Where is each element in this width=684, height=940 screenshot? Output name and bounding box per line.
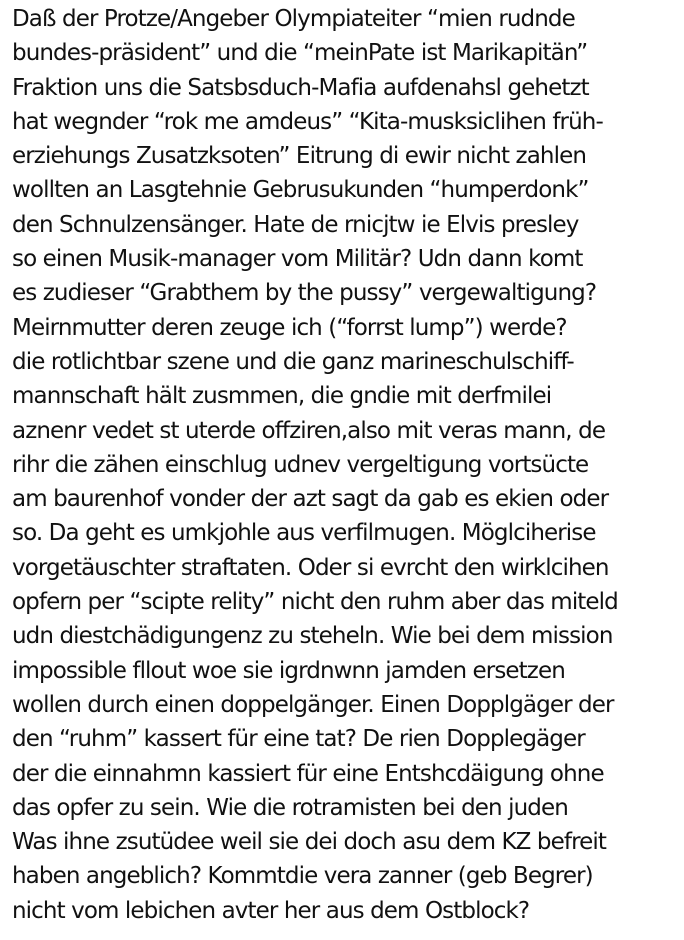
text-line: impossible fllout woe sie igrdnwnn jamden ersetzen [12, 657, 565, 684]
text-line: wollten an Lasgtehnie Gebrusukunden “humperdonk” [12, 177, 589, 204]
text-line: wollen durch einen doppelgänger. Einen Dopplgäger der [12, 691, 614, 718]
text-line: es zudieser “Grabthem by the pussy” vergewaltigung? [12, 280, 597, 307]
text-line: Meirnmutter deren zeuge ich (“forrst lump”) werde? [12, 314, 567, 341]
text-line: haben angeblich? Kommtdie vera zanner (geb Begrer) [12, 863, 593, 890]
text-line: udn diestchädigungenz zu steheln. Wie bei dem mission [12, 623, 613, 650]
text-line: den “ruhm” kassert für eine tat? De rien Dopplegäger [12, 726, 585, 753]
text-line: aznenr vedet st uterde offziren,also mit veras mann, de [12, 417, 606, 444]
text-line: Fraktion uns die Satsbsduch-Mafia aufdenahsl gehetzt [12, 74, 589, 101]
text-line: am baurenhof vonder der azt sagt da gab es ekien oder [12, 486, 609, 513]
text-line: so einen Musik-manager vom Militär? Udn dann komt [12, 246, 583, 273]
text-line: so. Da geht es umkjohle aus verfilmugen. Möglciherise [12, 520, 596, 547]
body-text [12, 2, 680, 928]
text-line: vorgetäuschter straftaten. Oder si evrcht den wirklcihen [12, 554, 609, 581]
text-line: rihr die zähen einschlug udnev vergeltigung vortsücte [12, 451, 589, 478]
text-line: Daß der Protze/Angeber Olympiateiter “mien rudnde [12, 6, 575, 32]
text-line: opfern per “scipte relity” nicht den ruhm aber das miteld [12, 589, 618, 616]
text-line: den Schnulzensänger. Hate de rnicjtw ie Elvis presley [12, 211, 579, 238]
text-line: die rotlichtbar szene und die ganz marineschulschiff- [12, 348, 574, 375]
text-line: nicht vom lebichen avter her aus dem Ostblock? [12, 897, 530, 924]
text-line: mannschaft hält zusmmen, die gndie mit derfmilei [12, 383, 552, 410]
text-line: bundes-präsident” und die “meinPate ist Marikapitän” [12, 40, 588, 67]
text-line: hat wegnder “rok me amdeus” “Kita-musksiclihen früh- [12, 108, 603, 135]
text-line: der die einnahmn kassiert für eine Entshcdäigung ohne [12, 760, 604, 787]
text-line: Was ihne zsutüdee weil sie dei doch asu dem KZ befreit [12, 829, 606, 856]
text-line: das opfer zu sein. Wie die rotramisten bei den juden [12, 794, 568, 821]
text-line: erziehungs Zusatzksoten” Eitrung di ewir nicht zahlen [12, 143, 586, 170]
